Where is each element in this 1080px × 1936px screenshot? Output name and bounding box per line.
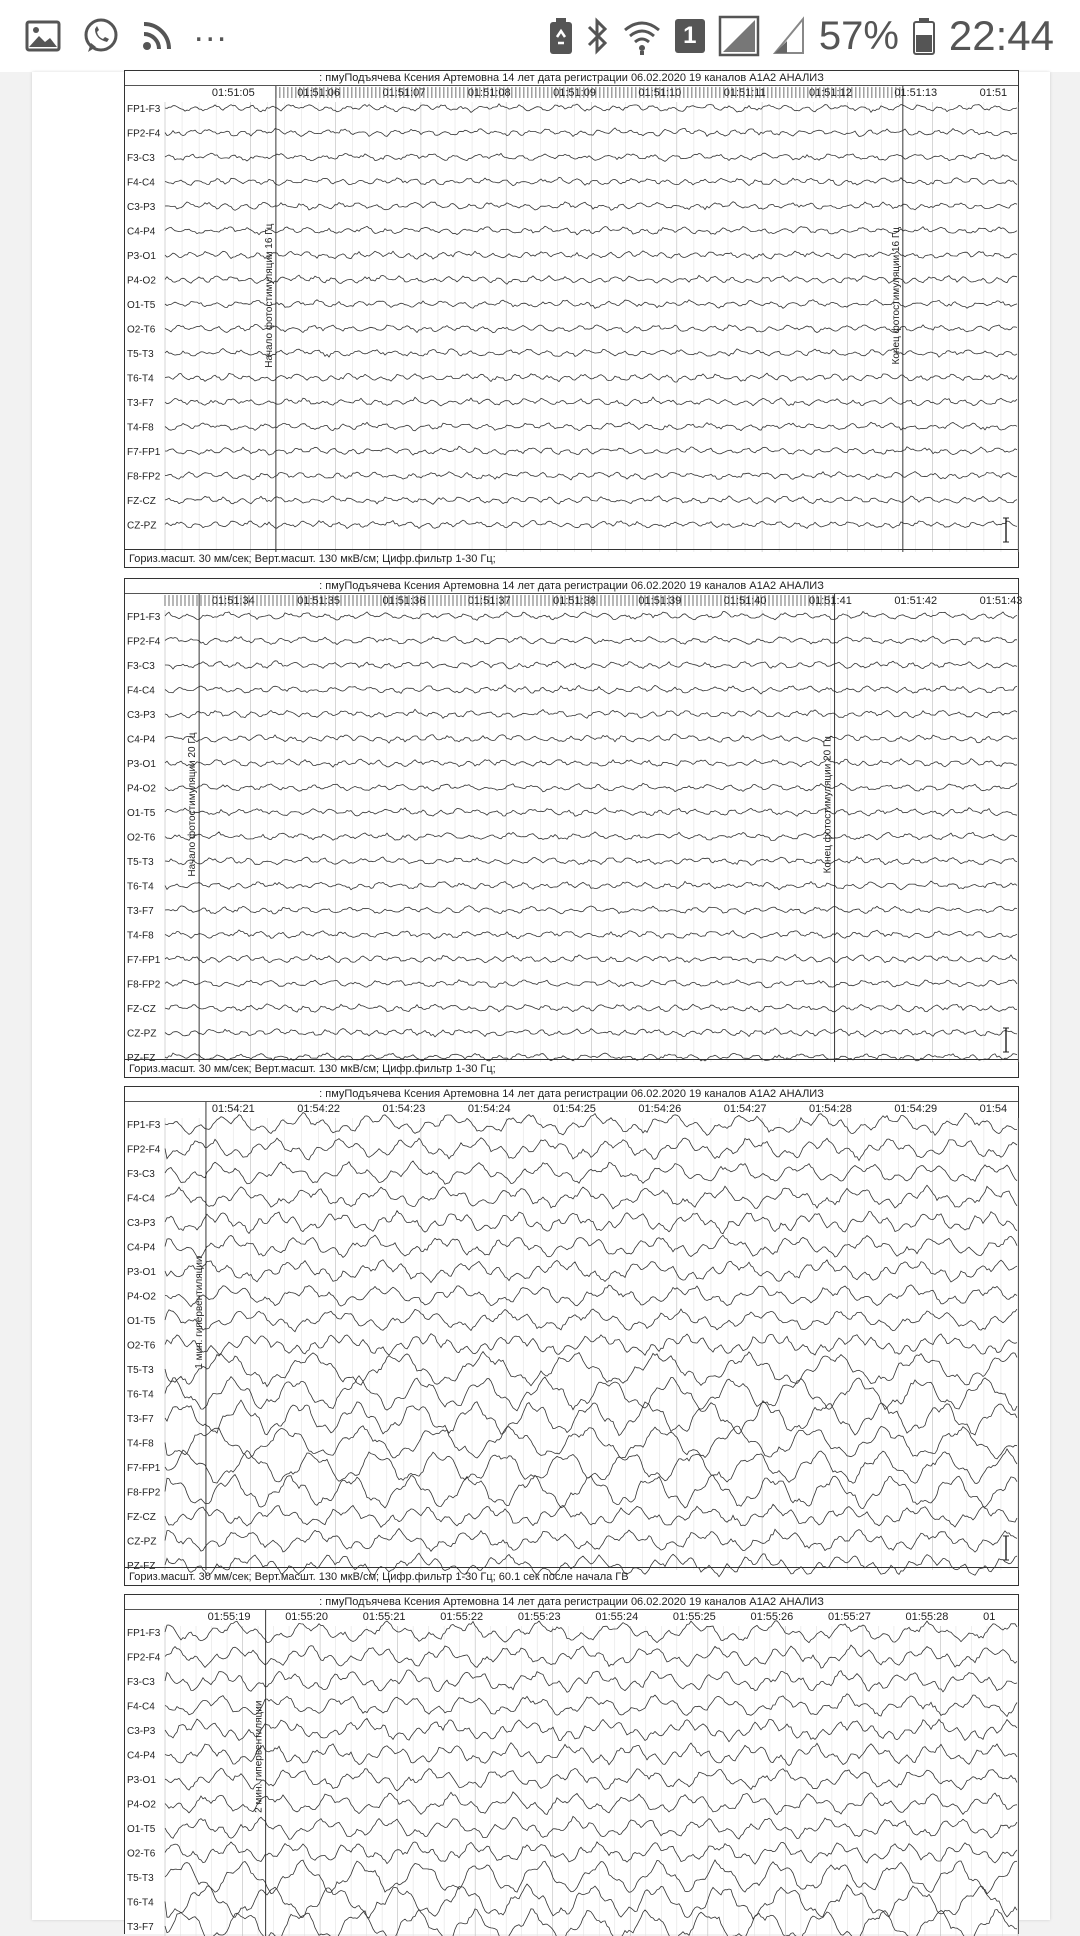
channel-label: T5-T3	[127, 1365, 154, 1376]
channel-label: FZ-CZ	[127, 1004, 156, 1015]
channel-label: T6-T4	[127, 1389, 154, 1401]
timestamp-label: 01:55:26	[750, 1611, 794, 1623]
eeg-trace	[165, 1909, 1017, 1936]
channel-label: P3-O1	[127, 1775, 156, 1786]
record-footer: Гориз.масшт. 30 мм/сек; Верт.масшт. 130 мкВ/см; Цифр.фильтр 1-30 Гц;	[125, 549, 1018, 567]
status-bar	[0, 0, 1080, 72]
channel-label: F3-C3	[127, 1677, 155, 1688]
channel-label: P4-O2	[127, 275, 156, 287]
channel-label: FP2-F4	[127, 1652, 161, 1664]
channel-label: O1-T5	[127, 1824, 156, 1835]
status-bar-left	[26, 10, 229, 55]
eeg-trace	[165, 1504, 1017, 1527]
timestamp-label: 01:54:21	[211, 1103, 255, 1115]
channel-label: CZ-PZ	[127, 1536, 157, 1548]
timestamp-label: 01:54:27	[723, 1103, 767, 1115]
eeg-trace	[165, 1352, 1017, 1387]
channel-label: T4-F8	[127, 422, 154, 434]
timestamp-label: 01:51:08	[467, 87, 511, 99]
signal-icon	[719, 16, 759, 56]
eeg-trace	[165, 1621, 1017, 1643]
channel-label: FP1-F3	[127, 612, 161, 623]
channel-label: F8-FP2	[127, 1487, 161, 1499]
channel-label: FP2-F4	[127, 1144, 161, 1156]
eeg-trace	[165, 1400, 1017, 1436]
channel-label: PZ-FZ	[127, 1053, 156, 1064]
eeg-trace	[165, 397, 1017, 406]
channel-label: FP2-F4	[127, 636, 161, 648]
eeg-trace	[165, 520, 1017, 528]
signal-weak-icon	[773, 17, 805, 55]
more-notifications: ...	[194, 10, 229, 49]
channel-label: F8-FP2	[127, 471, 161, 483]
channel-label: T3-F7	[127, 1414, 154, 1425]
document-page[interactable]	[32, 72, 1050, 1933]
timestamp-label: 01:51:09	[553, 87, 596, 99]
eeg-trace	[165, 612, 1017, 621]
channel-label: F8-FP2	[127, 979, 161, 991]
channel-label: F4-C4	[127, 1701, 155, 1713]
timestamp-label: 01:51:38	[553, 595, 596, 607]
channel-label: O1-T5	[127, 300, 156, 311]
channel-label: P4-O2	[127, 1799, 156, 1811]
channel-label: FP1-F3	[127, 104, 161, 115]
channel-label: T6-T4	[127, 881, 154, 893]
channel-label: T5-T3	[127, 349, 154, 360]
eeg-trace	[165, 1004, 1017, 1012]
timestamp-label: 01:55:27	[828, 1611, 871, 1623]
rss-icon	[142, 21, 172, 51]
channel-label: P3-O1	[127, 251, 156, 262]
channel-label: F4-C4	[127, 177, 155, 189]
eeg-trace	[165, 1694, 1017, 1717]
eeg-trace-area	[125, 1609, 1018, 1935]
timestamp-label: 01:54:25	[553, 1103, 596, 1115]
channel-label: O2-T6	[127, 832, 156, 844]
channel-label: F4-C4	[127, 1193, 155, 1205]
timestamp-label: 01:51:07	[382, 87, 426, 99]
channel-label: F7-FP1	[127, 447, 161, 458]
eeg-trace	[165, 1449, 1017, 1484]
channel-label: O1-T5	[127, 1316, 156, 1327]
channel-label: P4-O2	[127, 783, 156, 795]
eeg-trace	[165, 1138, 1017, 1161]
record-header: : пмуПодъячева Ксения Артемовна 14 лет дата регистрации 06.02.2020 19 каналов А1А2 АНАЛИЗ	[319, 1596, 824, 1608]
timestamp-label: 01:51:39	[638, 595, 682, 607]
timestamp-label: 01:54:29	[894, 1103, 938, 1115]
channel-label: F4-C4	[127, 685, 155, 697]
eeg-trace	[165, 324, 1017, 332]
channel-label: P3-O1	[127, 759, 156, 770]
eeg-trace	[165, 1743, 1017, 1766]
eeg-traces	[125, 86, 1018, 552]
eeg-trace-area	[125, 85, 1018, 551]
event-marker-label: Конец фотостимуляции 20 Гц	[822, 735, 834, 874]
channel-label: C3-P3	[127, 1726, 156, 1737]
eeg-trace	[165, 1842, 1017, 1864]
channel-label: T3-F7	[127, 906, 154, 917]
timestamp-label: 01:54	[979, 1103, 1008, 1115]
record-footer: Гориз.масшт. 30 мм/сек; Верт.масшт. 130 мкВ/см; Цифр.фильтр 1-30 Гц; 60.1 сек после начала ГВ	[125, 1567, 1018, 1585]
eeg-trace	[165, 104, 1017, 113]
channel-label: T4-F8	[127, 1438, 154, 1450]
timestamp-label: 01:51:37	[467, 595, 511, 607]
eeg-trace	[165, 661, 1017, 669]
channel-label: T5-T3	[127, 1873, 154, 1884]
channel-label: T3-F7	[127, 1922, 154, 1933]
channel-label: PZ-FZ	[127, 1561, 156, 1572]
battery-icon	[913, 17, 935, 55]
channel-label: P4-O2	[127, 1291, 156, 1303]
timestamp-label: 01:51:05	[211, 87, 255, 99]
eeg-trace	[165, 857, 1017, 866]
eeg-trace	[165, 636, 1017, 645]
eeg-trace	[165, 128, 1017, 136]
eeg-record-1	[124, 70, 1019, 568]
channel-label: C4-P4	[127, 226, 156, 238]
eeg-trace	[165, 373, 1017, 382]
timestamp-label: 01:54:26	[638, 1103, 682, 1115]
eeg-trace	[165, 177, 1017, 185]
eeg-trace	[165, 1235, 1017, 1257]
channel-label: F7-FP1	[127, 1463, 161, 1474]
eeg-trace	[165, 1426, 1017, 1459]
eeg-trace	[165, 349, 1017, 358]
timestamp-label: 01:55:23	[517, 1611, 561, 1623]
eeg-trace	[165, 1792, 1017, 1815]
eeg-trace	[165, 881, 1017, 890]
timestamp-label: 01:51:36	[382, 595, 426, 607]
battery-saver-icon	[549, 17, 573, 55]
gallery-icon	[26, 21, 60, 51]
wifi-icon	[623, 17, 661, 55]
channel-label: O1-T5	[127, 808, 156, 819]
eeg-trace	[165, 1719, 1017, 1742]
channel-label: F7-FP1	[127, 955, 161, 966]
eeg-trace	[165, 955, 1017, 963]
record-footer: Гориз.масшт. 30 мм/сек; Верт.масшт. 130 мкВ/см; Цифр.фильтр 1-30 Гц;	[125, 1059, 1018, 1077]
timestamp-label: 01	[983, 1611, 996, 1623]
timestamp-label: 01:51:13	[894, 87, 938, 99]
channel-label: C3-P3	[127, 202, 156, 213]
timestamp-label: 01:51:34	[211, 595, 255, 607]
channel-label: C3-P3	[127, 1218, 156, 1229]
eeg-trace	[165, 496, 1017, 504]
eeg-trace	[165, 1768, 1017, 1791]
bluetooth-icon	[587, 17, 609, 55]
eeg-trace	[165, 832, 1017, 841]
eeg-trace	[165, 251, 1017, 259]
channel-label: FP2-F4	[127, 128, 161, 140]
eeg-trace	[165, 1028, 1017, 1037]
channel-label: O2-T6	[127, 1848, 156, 1860]
eeg-trace	[165, 1475, 1017, 1509]
eeg-traces	[125, 1610, 1018, 1936]
channel-label: T3-F7	[127, 398, 154, 409]
timestamp-label: 01:51:11	[723, 87, 766, 99]
eeg-trace	[165, 153, 1017, 161]
eeg-trace	[165, 226, 1017, 235]
eeg-trace	[165, 1309, 1017, 1332]
eeg-trace	[165, 783, 1017, 792]
eeg-trace	[165, 1670, 1017, 1692]
eeg-record-2	[124, 578, 1023, 1078]
eeg-trace	[165, 275, 1017, 284]
eeg-traces	[125, 1102, 1018, 1570]
channel-label: T4-F8	[127, 930, 154, 942]
channel-label: FP1-F3	[127, 1120, 161, 1131]
eeg-trace	[165, 734, 1017, 743]
eeg-trace	[165, 1645, 1017, 1668]
eeg-trace	[165, 1884, 1017, 1919]
channel-label: F3-C3	[127, 153, 155, 164]
eeg-trace	[165, 446, 1017, 455]
eeg-trace	[165, 1529, 1017, 1553]
timestamp-label: 01:51:10	[638, 87, 682, 99]
timestamp-label: 01:51:06	[297, 87, 341, 99]
timestamp-label: 01:55:20	[285, 1611, 329, 1623]
channel-label: O2-T6	[127, 1340, 156, 1352]
channel-label: O2-T6	[127, 324, 156, 336]
eeg-trace	[165, 709, 1017, 718]
channel-label: C3-P3	[127, 710, 156, 721]
eeg-trace	[165, 759, 1017, 767]
whatsapp-icon	[82, 17, 120, 55]
channel-label: P3-O1	[127, 1267, 156, 1278]
event-marker-label: Начало фотостимуляции 20 Гц	[187, 732, 199, 877]
eeg-traces	[125, 594, 1023, 1064]
eeg-trace-area	[125, 1101, 1018, 1572]
timestamp-label: 01:55:22	[440, 1611, 484, 1623]
eeg-trace-area	[125, 593, 1023, 1064]
timestamp-label: 01:51:43	[979, 595, 1023, 607]
timestamp-label: 01:54:24	[467, 1103, 511, 1115]
eeg-trace	[165, 1260, 1017, 1283]
event-marker-label: 2 мин. гипервентиляции	[253, 1700, 265, 1813]
record-header: : пмуПодъячева Ксения Артемовна 14 лет дата регистрации 06.02.2020 19 каналов А1А2 АНАЛИЗ	[319, 1088, 824, 1100]
eeg-record-4	[124, 1594, 1019, 1934]
channel-label: FZ-CZ	[127, 1512, 156, 1523]
eeg-trace	[165, 1185, 1017, 1209]
channel-label: C4-P4	[127, 1242, 156, 1254]
event-marker-label: Конец фотостимуляции 16 Гц	[890, 226, 902, 365]
event-marker-label: Начало фотостимуляции 16 Гц	[263, 223, 275, 368]
eeg-trace	[165, 202, 1017, 211]
timestamp-label: 01:51:35	[297, 595, 341, 607]
timestamp-label: 01:51:12	[809, 87, 852, 99]
record-header: : пмуПодъячева Ксения Артемовна 14 лет дата регистрации 06.02.2020 19 каналов А1А2 АНАЛИЗ	[319, 72, 824, 84]
timestamp-label: 01:55:28	[905, 1611, 949, 1623]
eeg-trace	[165, 1334, 1017, 1356]
channel-label: FZ-CZ	[127, 496, 156, 507]
channel-label: T6-T4	[127, 1897, 154, 1909]
timestamp-label: 01:55:19	[207, 1611, 251, 1623]
eeg-trace	[165, 300, 1017, 309]
eeg-trace	[165, 1161, 1017, 1184]
timestamp-label: 01:55:24	[595, 1611, 639, 1623]
eeg-trace	[165, 930, 1017, 939]
eeg-trace	[165, 685, 1017, 694]
channel-label: C4-P4	[127, 734, 156, 746]
eeg-record-3	[124, 1086, 1019, 1586]
sim-number: 1	[675, 19, 705, 53]
timestamp-label: 01:51:40	[723, 595, 767, 607]
timestamp-label: 01:55:21	[362, 1611, 406, 1623]
timestamp-label: 01:54:28	[809, 1103, 852, 1115]
channel-label: CZ-PZ	[127, 520, 157, 532]
eeg-trace	[165, 1285, 1017, 1307]
timestamp-label: 01:54:23	[382, 1103, 426, 1115]
eeg-trace	[165, 1816, 1017, 1839]
status-bar-right	[535, 12, 1054, 60]
channel-label: T5-T3	[127, 857, 154, 868]
channel-label: FP1-F3	[127, 1628, 161, 1639]
channel-label: CZ-PZ	[127, 1028, 157, 1040]
eeg-trace	[165, 1211, 1017, 1234]
timestamp-label: 01:55:25	[672, 1611, 716, 1623]
battery-percent: 57%	[818, 13, 899, 58]
timestamp-label: 01:51	[979, 87, 1008, 99]
timestamp-label: 01:51:42	[894, 595, 938, 607]
event-marker-label: 1 мин. гипервентиляции	[193, 1256, 205, 1369]
clock-time: 22:44	[948, 12, 1054, 59]
eeg-trace	[165, 1113, 1017, 1136]
channel-label: C4-P4	[127, 1750, 156, 1762]
channel-label: T6-T4	[127, 373, 154, 385]
channel-label: F3-C3	[127, 1169, 155, 1180]
eeg-trace	[165, 808, 1017, 817]
record-header: : пмуПодъячева Ксения Артемовна 14 лет дата регистрации 06.02.2020 19 каналов А1А2 АНАЛИЗ	[319, 580, 824, 592]
timestamp-label: 01:51:41	[809, 595, 852, 607]
eeg-trace	[165, 422, 1017, 431]
sim-icon	[675, 19, 705, 53]
channel-label: F3-C3	[127, 661, 155, 672]
eeg-trace	[165, 980, 1017, 988]
eeg-trace	[165, 472, 1017, 480]
timestamp-label: 01:54:22	[297, 1103, 341, 1115]
eeg-trace	[165, 906, 1017, 915]
